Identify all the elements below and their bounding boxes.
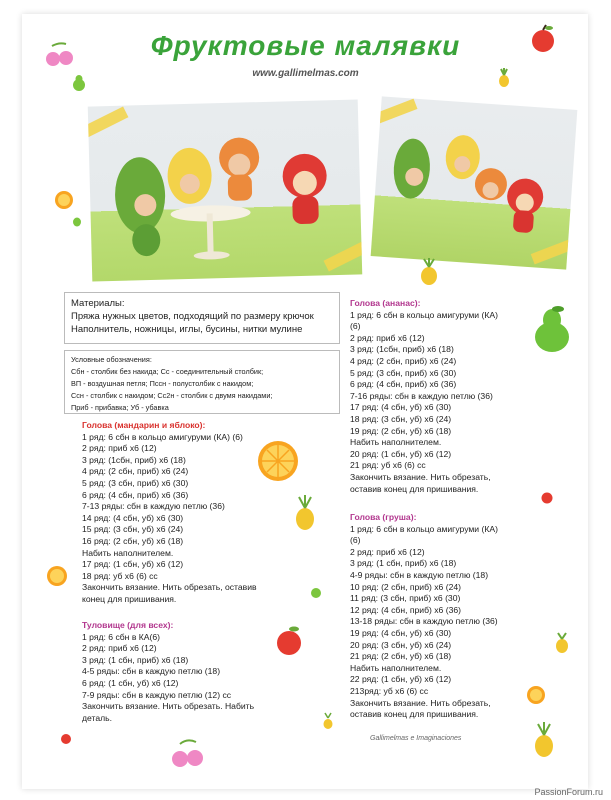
orange-slice-left-icon (46, 565, 68, 587)
pear-large-icon (531, 305, 573, 353)
pattern-row: 5 ряд: (3 сбн, приб) х6 (30) (350, 367, 457, 378)
section-title: Голова (мандарин и яблоко): (82, 420, 206, 430)
pattern-row: 19 ряд: (4 сбн, уб) х6 (30) (350, 627, 452, 638)
pattern-row: 13-18 ряды: сбн в каждую петлю (36) (350, 616, 498, 627)
dolls-illustration-right (371, 96, 578, 269)
pattern-row: конец для пришивания. (82, 593, 177, 604)
orange-slice-large-icon (257, 440, 299, 482)
cherry-icon (44, 40, 74, 68)
pattern-row: 22 ряд: (1 сбн, уб) х6 (12) (350, 674, 452, 685)
pattern-row: 7-16 ряды: сбн в каждую петлю (36) (350, 390, 493, 401)
dolls-illustration-left (88, 99, 362, 281)
dolls-photo-left (88, 99, 362, 281)
materials-box (64, 292, 340, 344)
section-title: Голова (ананас): (350, 298, 421, 308)
pattern-row: 3 ряд: (1сбн, приб) х6 (18) (82, 454, 186, 465)
apple-icon (528, 24, 558, 54)
pattern-row: 1 ряд: 6 сбн в кольцо амигуруми (КА) (350, 523, 498, 534)
pattern-row: 16 ряд: (2 сбн, уб) х6 (18) (82, 535, 184, 546)
pattern-row: 4-9 ряды: сбн в каждую петлю (18) (350, 569, 489, 580)
cherry-bottom-icon (170, 738, 204, 768)
pear-mini-icon (310, 585, 322, 599)
pattern-row: оставив конец для пришивания. (350, 709, 479, 720)
pineapple-small-icon (497, 68, 511, 88)
legend-line: Ссн - столбик с накидом; Сс2н - столбик с двумя накидами; (71, 391, 273, 400)
pattern-row: 10 ряд: (2 сбн, приб) х6 (24) (350, 581, 461, 592)
pineapple-icon (418, 258, 440, 286)
pattern-row: оставив конец для пришивания. (350, 483, 479, 494)
pattern-row: 4 ряд: (2 сбн, приб) х6 (24) (350, 355, 457, 366)
legend-box (64, 350, 340, 414)
pattern-row: 2 ряд: приб х6 (12) (82, 443, 157, 454)
section-title: Голова (груша): (350, 512, 417, 522)
pattern-row: 15 ряд: (3 сбн, уб) х6 (24) (82, 524, 184, 535)
site-url: www.gallimelmas.com (252, 68, 359, 79)
pattern-row: 213ряд: уб х6 (6) сс (350, 685, 429, 696)
materials-line: Пряжа нужных цветов, подходящий по размеру крючок (71, 311, 314, 322)
pineapple-tiny-icon (322, 712, 334, 730)
pineapple-mid-icon (292, 495, 318, 531)
pattern-row: Набить наполнителем. (350, 662, 442, 673)
pattern-row: деталь. (82, 712, 113, 723)
legend-heading: Условные обозначения: (71, 355, 152, 364)
pattern-row: 4 ряд: (2 сбн, приб) х6 (24) (82, 466, 189, 477)
pineapple-bottom-icon (531, 722, 557, 758)
dolls-photo-right (371, 96, 578, 269)
pattern-row: (6) (350, 535, 361, 546)
pear-small-icon (72, 73, 86, 91)
pattern-row: Набить наполнителем. (350, 437, 442, 448)
pattern-row: 2 ряд: приб х6 (12) (350, 546, 425, 557)
pattern-row: 11 ряд: (3 сбн, приб) х6 (30) (350, 593, 461, 604)
section-title: Туловище (для всех): (82, 620, 174, 630)
pear-tiny-icon (72, 215, 82, 227)
apple-mid-icon (274, 624, 304, 656)
legend-line: Приб - прибавка; Уб - убавка (71, 403, 169, 412)
materials-heading: Материалы: (71, 298, 125, 309)
legend-line: ВП - воздушная петля; Пссн - полустолбик с накидом; (71, 379, 254, 388)
pattern-row: 3 ряд: (1 сбн, приб) х6 (18) (350, 558, 457, 569)
pattern-row: 21 ряд: уб х6 (6) сс (350, 460, 426, 471)
pattern-row: 2 ряд: приб х6 (12) (82, 643, 157, 654)
pattern-row: 1 ряд: 6 сбн в кольцо амигуруми (КА) (350, 309, 498, 320)
pattern-row: 7-13 ряды: сбн в каждую петлю (36) (82, 501, 225, 512)
pattern-row: Закончить вязание. Нить обрезать, (350, 471, 491, 482)
pattern-row: 20 ряд: (1 сбн, уб) х6 (12) (350, 448, 452, 459)
pattern-row: 6 ряд: (1 сбн, уб) х6 (12) (82, 677, 179, 688)
pattern-row: 18 ряд: (3 сбн, уб) х6 (24) (350, 413, 452, 424)
pattern-row: 17 ряд: (1 сбн, уб) х6 (12) (82, 559, 184, 570)
pattern-row: 2 ряд: приб х6 (12) (350, 332, 425, 343)
pattern-row: Набить наполнителем. (82, 547, 174, 558)
pattern-row: Закончить вязание. Нить обрезать, оставив (82, 582, 257, 593)
pattern-row: 4-5 ряды: сбн в каждую петлю (18) (82, 666, 221, 677)
apple-tiny-icon (540, 490, 554, 504)
materials-line: Наполнитель, ножницы, иглы, бусины, нитки мулине (71, 324, 303, 335)
pattern-row: Закончить вязание. Нить обрезать. Набить (82, 701, 255, 712)
pattern-row: 20 ряд: (3 сбн, уб) х6 (24) (350, 639, 452, 650)
footer-logo-text: Gallimelmas e Imaginaciones (370, 735, 462, 742)
pattern-row: 12 ряд: (4 сбн, приб) х6 (36) (350, 604, 461, 615)
watermark: PassionForum.ru (534, 787, 603, 797)
pattern-row: 5 ряд: (3 сбн, приб) х6 (30) (82, 477, 189, 488)
pattern-row: 18 ряд: уб х6 (6) сс (82, 570, 158, 581)
pattern-row: 6 ряд: (4 сбн, приб) х6 (36) (82, 489, 189, 500)
apple-bottom-icon (60, 732, 72, 744)
page-title: Фруктовые малявки (150, 30, 461, 61)
legend-line: Сбн - столбик без накида; Сс - соединительный столбик; (71, 367, 264, 376)
pattern-row: 19 ряд: (2 сбн, уб) х6 (18) (350, 425, 452, 436)
pattern-row: 21 ряд: (2 сбн, уб) х6 (18) (350, 651, 452, 662)
pattern-row: (6) (350, 321, 361, 332)
footer-logo (370, 735, 461, 742)
pattern-row: 1 ряд: 6 сбн в КА(6) (82, 631, 161, 642)
orange-slice-right-icon (526, 685, 546, 705)
section-head-pineapple (350, 298, 550, 495)
pattern-row: 17 ряд: (4 сбн, уб) х6 (30) (350, 402, 452, 413)
pattern-row: 14 ряд: (4 сбн, уб) х6 (30) (82, 512, 184, 523)
orange-slice-icon (54, 190, 74, 210)
pattern-row: 6 ряд: (4 сбн, приб) х6 (36) (350, 379, 457, 390)
pattern-row: 1 ряд: 6 сбн в кольцо амигуруми (КА) (6) (82, 431, 243, 442)
pattern-row: 7-9 ряды: сбн в каждую петлю (12) сс (82, 689, 232, 700)
pineapple-right-icon (554, 632, 570, 654)
pattern-row: 3 ряд: (1 сбн, приб) х6 (18) (82, 654, 189, 665)
pattern-row: 3 ряд: (1сбн, приб) х6 (18) (350, 344, 454, 355)
pattern-row: Закончить вязание. Нить обрезать, (350, 697, 491, 708)
section-head-pear (350, 512, 550, 721)
